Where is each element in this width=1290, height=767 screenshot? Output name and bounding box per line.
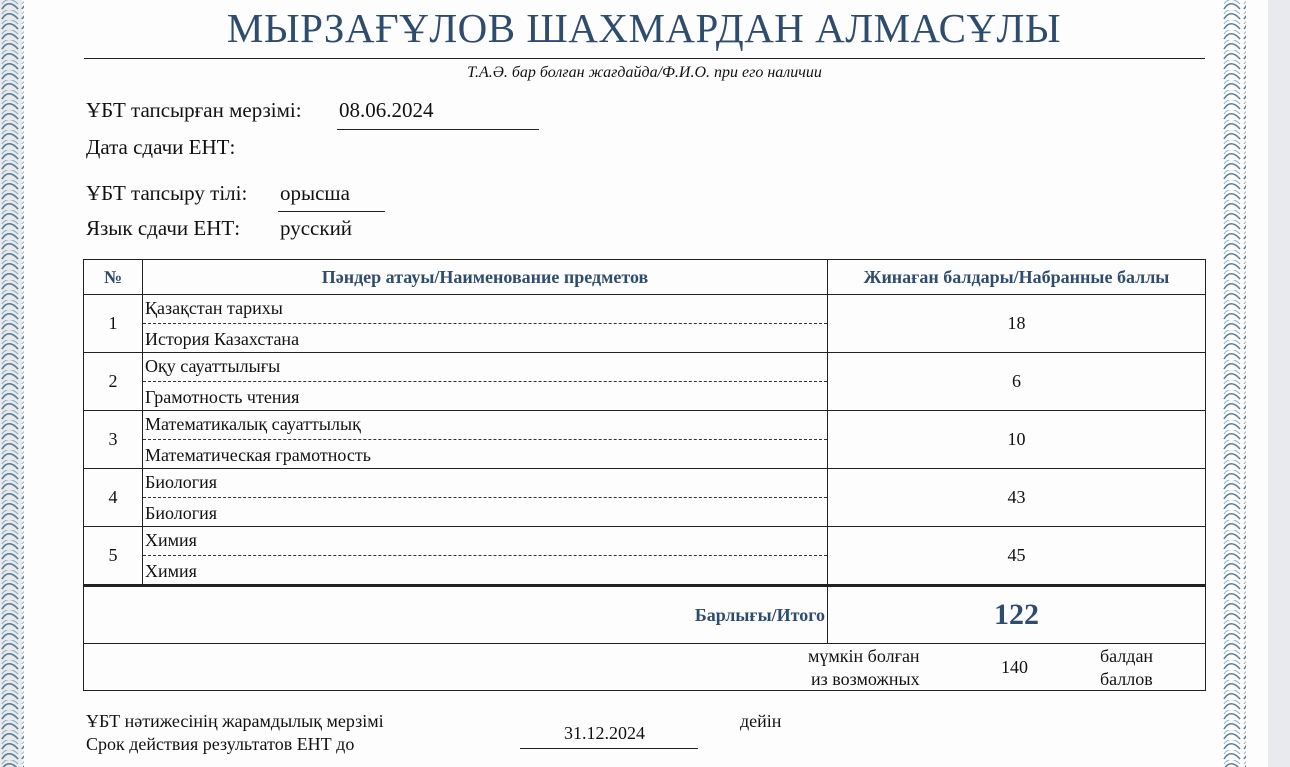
table-row [84,411,1206,469]
total-row [84,586,1206,644]
subject-kz: Химия [143,527,827,556]
max-cell [84,644,1206,691]
validity-label-ru: Срок действия результатов ЕНТ до [86,734,355,754]
header-num: № [84,260,143,295]
max-suffix-ru: баллов [1100,669,1153,689]
max-value: 140 [1001,657,1028,677]
subject-kz: Биология [143,469,827,498]
subject-kz: Оқу сауаттылығы [143,353,827,382]
exam-language-label-ru: Язык сдачи ЕНТ: [86,216,241,240]
exam-language-underline [278,211,385,212]
header-score: Жинаған балдары/Набранные баллы [828,260,1206,295]
exam-language-value-kz: орысша [280,181,350,205]
table-row [84,353,1206,411]
subject-ru: История Казахстана [145,329,300,349]
exam-date-label-ru: Дата сдачи ЕНТ: [86,135,236,159]
row-score: 45 [828,527,1206,586]
subject-ru: Биология [145,503,218,523]
row-subject [143,527,828,586]
max-suffix-kz: балдан [1100,646,1154,666]
table-row [84,469,1206,527]
exam-language-label-kz: ҰБТ тапсыру тілі: [86,181,248,205]
row-score: 18 [828,295,1206,353]
exam-language-value-ru: русский [280,216,353,240]
scores-table [83,259,1206,691]
subject-kz: Қазақстан тарихы [143,295,827,324]
exam-date-value: 08.06.2024 [339,98,434,122]
subject-ru: Грамотность чтения [145,387,300,407]
row-subject [143,295,828,353]
row-num: 2 [84,353,143,411]
name-caption: Т.А.Ә. бар болған жағдайда/Ф.И.О. при его наличии [467,64,822,81]
validity-date: 31.12.2024 [564,723,645,743]
subject-ru: Математическая грамотность [145,445,371,465]
row-subject [143,353,828,411]
name-underline [84,58,1205,59]
validity-underline [520,748,698,749]
header-subject: Пәндер атауы/Наименование предметов [143,260,828,295]
row-score: 10 [828,411,1206,469]
validity-suffix: дейін [740,711,782,731]
max-row [84,644,1206,691]
table-row [84,295,1206,353]
exam-date-label-kz: ҰБТ тапсырған мерзімі: [86,98,302,122]
validity-label-kz: ҰБТ нәтижесінің жарамдылық мерзімі [86,711,384,731]
row-score: 6 [828,353,1206,411]
decorative-border-right-rope [1222,0,1246,767]
row-score: 43 [828,469,1206,527]
row-num: 1 [84,295,143,353]
row-subject [143,469,828,527]
row-num: 3 [84,411,143,469]
row-subject [143,411,828,469]
total-label: Барлығы/Итого [84,586,828,644]
subject-kz: Математикалық сауаттылық [143,411,827,440]
total-value: 122 [828,586,1206,644]
subject-ru: Химия [145,561,197,581]
row-num: 5 [84,527,143,586]
max-prefix-kz: мүмкін болған [808,646,920,666]
exam-date-underline [337,129,539,130]
decorative-border-left-rope [0,0,26,767]
row-num: 4 [84,469,143,527]
max-prefix-ru: из возможных [811,669,920,689]
table-row [84,527,1206,586]
full-name: МЫРЗАҒҰЛОВ ШАХМАРДАН АЛМАСҰЛЫ [226,5,1062,51]
